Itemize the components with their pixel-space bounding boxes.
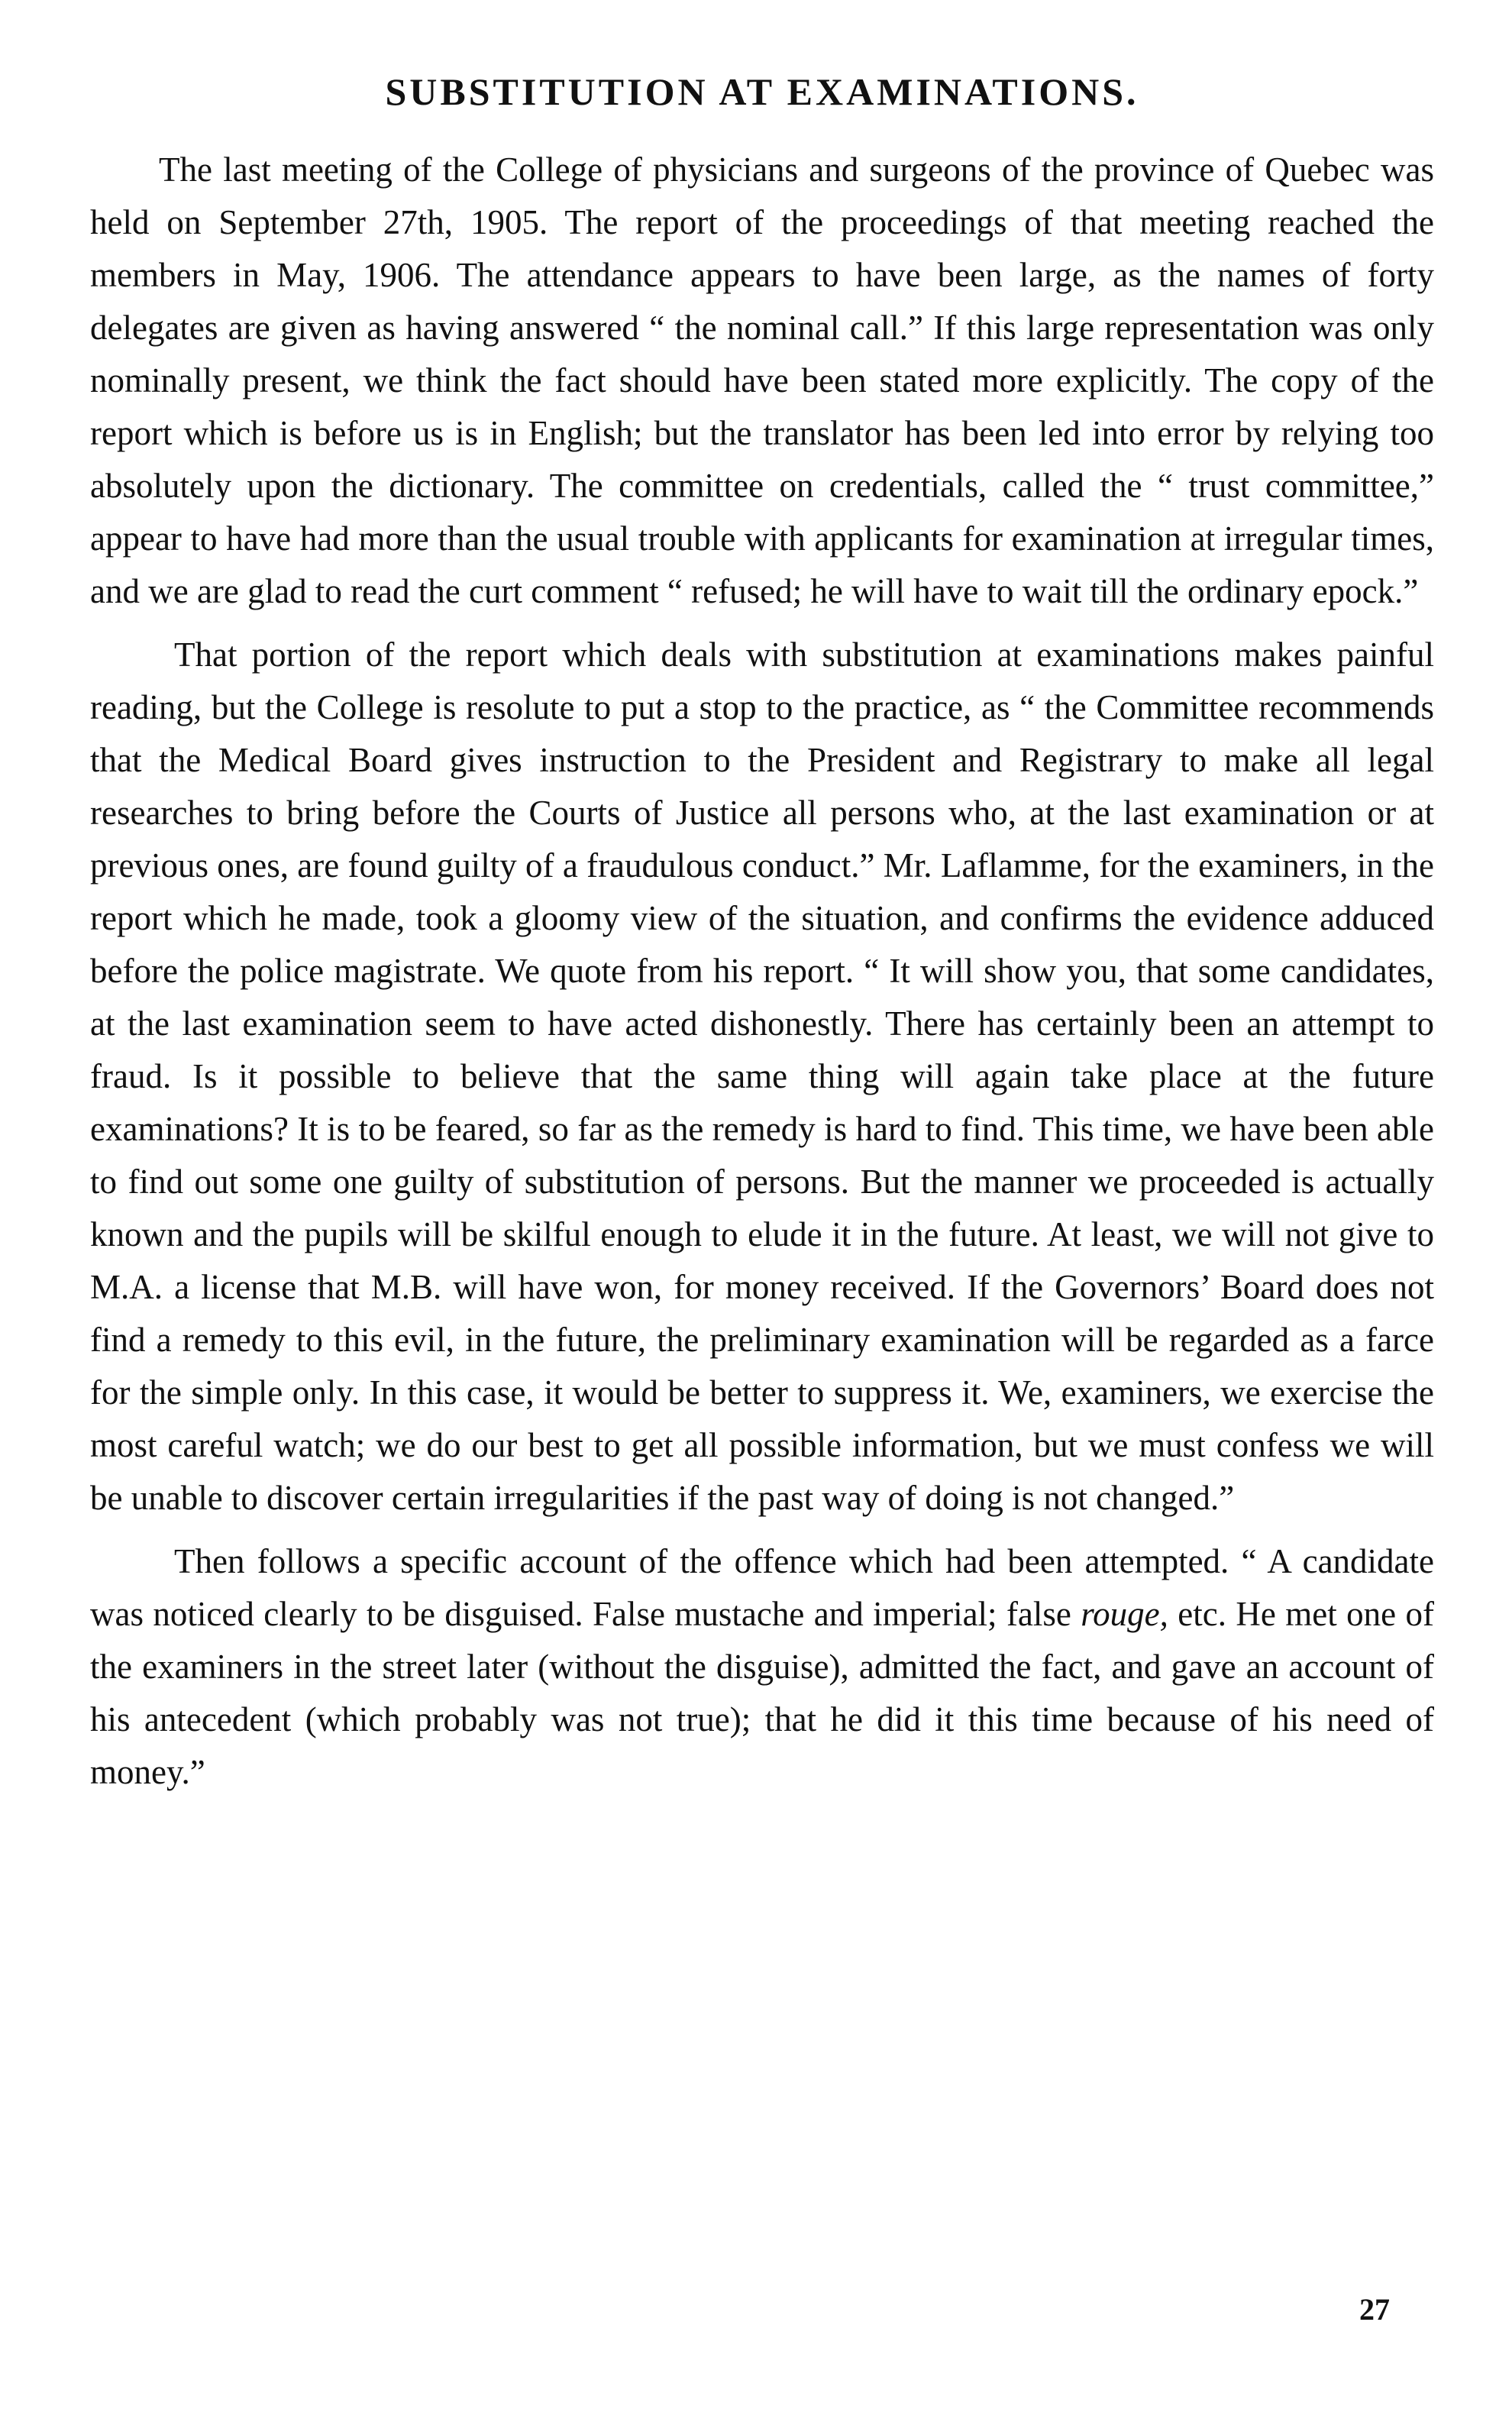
paragraph-offence-text-end: etc. He met one of the examiners in the street later (without the disguise), admitted the fact, and gave an account of his antecedent (which probably was not true); that he did it this time because of his need of money.”	[90, 1595, 1434, 1791]
paragraph-substitution: That portion of the report which deals with substitution at examinations makes painful reading, but the College is resolute to put a stop to the practice, as “ the Committee recommends that the Medical Board gives instruction to the President and Registrary to make all legal researches to bring before the Courts of Justice all persons who, at the last examination or at previous ones, are found guilty of a fraudulous conduct.” Mr. Laflamme, for the examiners, in the report which he made, took a gloomy view of the situation, and confirms the evidence adduced before the police magistrate. We quote from his report. “ It will show you, that some candidates, at the last examination seem to have acted dishonestly. There has certainly been an attempt to fraud. Is it possible to believe that the same thing will again take place at the future examinations? It is to be feared, so far as the remedy is hard to find. This time, we have been able to find out some one guilty of substitution of persons. But the manner we proceeded is actually known and the pupils will be skilful enough to elude it in the future. At least, we will not give to M.A. a license that M.B. will have won, for money received. If the Governors’ Board does not find a remedy to this evil, in the future, the preliminary examination will be regarded as a farce for the simple only. In this case, it would be better to suppress it. We, examiners, we exercise the most careful watch; we do our best to get all possible information, but we must confess we will be unable to discover certain irregularities if the past way of doing is not changed.”	[90, 635, 1434, 1517]
paragraph-offence-account	[90, 1535, 1434, 1799]
article	[90, 69, 1434, 1809]
italic-word-rouge: rouge,	[1081, 1595, 1168, 1633]
page-number: 27	[1359, 2292, 1390, 2327]
paragraph-meeting-report: The last meeting of the College of physicians and surgeons of the province of Quebec was held on September 27th, 1905. The report of the proceedings of that meeting reached the members in May, 1906. The attendance appears to have been large, as the names of forty delegates are given as having answered “ the nominal call.” If this large representation was only nominally present, we think the fact should have been stated more explicitly. The copy of the report which is before us is in English; but the translator has been led into error by relying too absolutely upon the dictionary. The committee on credentials, called the “ trust committee,” appear to have had more than the usual trouble with applicants for examination at irregular times, and we are glad to read the curt comment “ refused; he will have to wait till the ordinary epock.”	[90, 150, 1434, 610]
article-title: SUBSTITUTION AT EXAMINATIONS.	[385, 70, 1139, 113]
paragraph-offence-text-start: Then follows a specific account of the offence which had been attempted. “ A candidate was noticed clearly to be disguised. False mustache and imperial; false	[90, 1542, 1434, 1633]
